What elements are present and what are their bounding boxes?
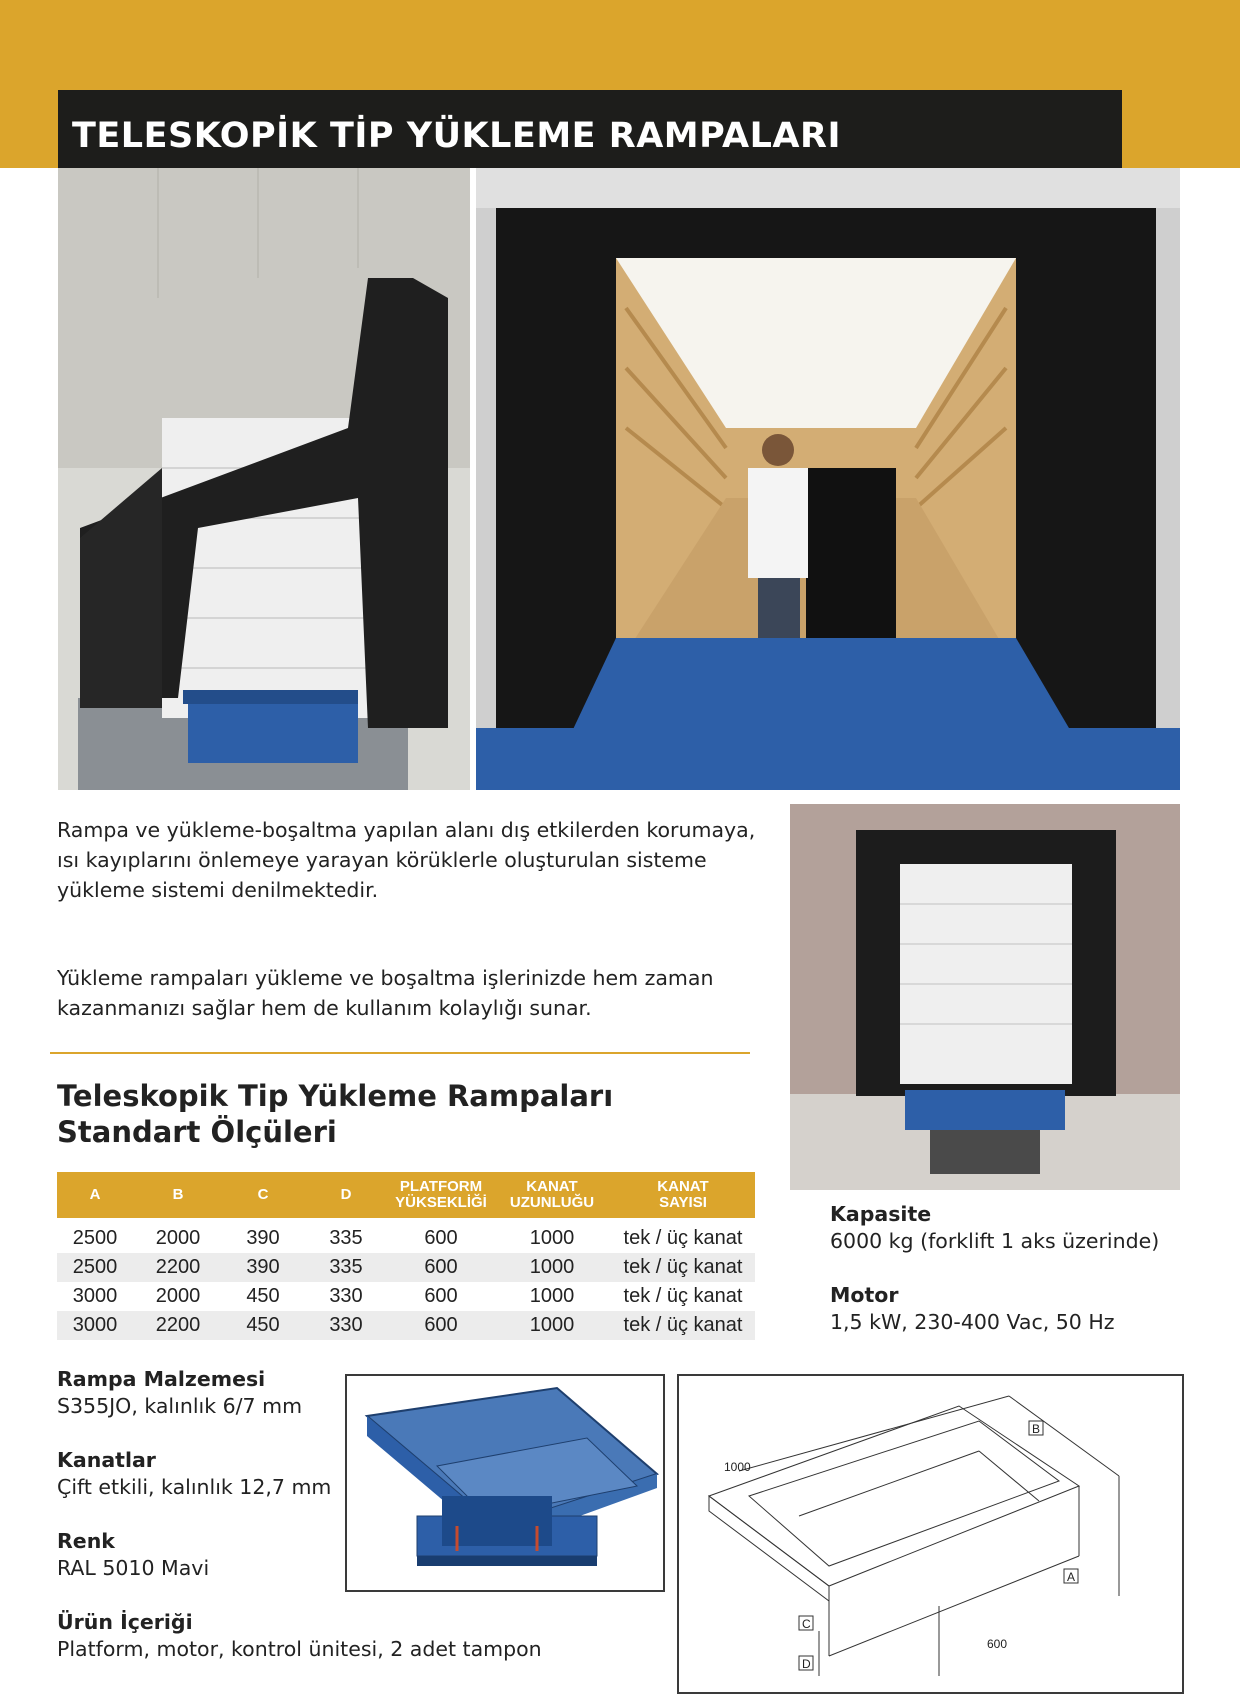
table-cell: 600 [389,1311,493,1340]
table-cell: 600 [389,1253,493,1282]
header-text: C [257,1186,269,1203]
intro-paragraph-1 [57,815,755,905]
ramp-illustration [347,1376,663,1590]
dim-label-b: B [1032,1422,1041,1436]
table-cell: 600 [424,1285,458,1307]
spec-color [57,1528,209,1582]
header-text: B [172,1186,184,1203]
table-row [57,1311,755,1340]
spec-value: Platform, motor, kontrol ünitesi, 2 adet tampon [57,1637,542,1661]
table-cell: tek / üç kanat [611,1253,755,1282]
spec-wings [57,1447,331,1501]
section-title-line: Teleskopik Tip Yükleme Rampaları [57,1079,614,1113]
spec-value: 6000 kg (forklift 1 aks üzerinde) [830,1229,1160,1253]
table-header-row [57,1172,755,1221]
page-title: TELESKOPİK TİP YÜKLEME RAMPALARI [72,116,841,156]
product-image-frame [345,1374,665,1592]
header-text: KANAT [526,1178,578,1195]
table-cell: tek / üç kanat [611,1311,755,1340]
table-cell: 1000 [493,1253,611,1282]
technical-drawing-frame [677,1374,1184,1694]
spec-value: Çift etkili, kalınlık 12,7 mm [57,1475,332,1499]
dimensions-table [57,1172,755,1340]
dim-label-600: 600 [987,1637,1008,1651]
spec-value: RAL 5010 Mavi [57,1556,210,1580]
table-cell: 600 [424,1227,458,1249]
table-cell: 2500 [57,1253,133,1282]
dim-label-a: A [1067,1570,1076,1584]
header-text: UZUNLUĞU [509,1194,595,1211]
spec-label: Kapasite [830,1202,932,1226]
table-cell: 3000 [72,1285,118,1307]
dim-label-c: C [802,1617,811,1631]
spec-contents [57,1609,542,1663]
table-cell: 330 [303,1311,389,1340]
table-cell: 335 [329,1227,363,1249]
table-cell: 2000 [155,1227,201,1249]
section-title [57,1078,613,1150]
header-text: KANAT [657,1178,709,1195]
spec-label: Rampa Malzemesi [57,1367,266,1391]
technical-drawing [679,1376,1182,1692]
intro-line: yükleme sistemi denilmektedir. [57,878,379,902]
spec-label: Ürün İçeriği [57,1610,193,1634]
table-cell: tek / üç kanat [623,1285,743,1307]
dim-label-1000: 1000 [724,1460,751,1474]
table-cell: 450 [246,1285,280,1307]
table-row [57,1253,755,1282]
table-cell: 2000 [155,1285,201,1307]
intro-line: Yükleme rampaları yükleme ve boşaltma işlerinizde hem zaman [57,966,714,990]
table-cell: 2200 [133,1253,223,1282]
divider-line [50,1052,750,1054]
intro-line: Rampa ve yükleme-boşaltma yapılan alanı dış etkilerden korumaya, [57,818,756,842]
table-cell: 1000 [493,1311,611,1340]
header-text: PLATFORM [399,1178,483,1195]
table-cell: 2500 [72,1227,118,1249]
table-cell: 1000 [529,1227,575,1249]
column-header [223,1172,303,1221]
spec-value: S355JO, kalınlık 6/7 mm [57,1394,303,1418]
spec-capacity [830,1201,1159,1255]
table-cell: tek / üç kanat [623,1227,743,1249]
column-header [493,1172,611,1221]
table-cell: 335 [303,1253,389,1282]
table-cell: 330 [329,1285,363,1307]
table-cell: 2200 [133,1311,223,1340]
table-cell: 450 [223,1311,303,1340]
column-header [611,1172,755,1221]
table-cell: 1000 [529,1285,575,1307]
photo-shelter-closed-door [790,804,1180,1190]
spec-label: Renk [57,1529,115,1553]
title-bar [58,90,1122,168]
spec-motor [830,1282,1115,1336]
column-header [303,1172,389,1221]
photo-dock-shelter [58,168,470,790]
table-cell: 3000 [57,1311,133,1340]
intro-line: kazanmanızı sağlar hem de kullanım kolaylığı sunar. [57,996,592,1020]
dim-label-d: D [802,1657,811,1671]
section-title-line: Standart Ölçüleri [57,1115,337,1149]
spec-material [57,1366,302,1420]
header-text: SAYISI [659,1194,707,1211]
intro-line: ısı kayıplarını önlemeye yarayan körüklerle oluşturulan sisteme [57,848,707,872]
spec-label: Motor [830,1283,899,1307]
table-cell: 390 [223,1253,303,1282]
table-row [57,1282,755,1311]
table-row [57,1221,755,1253]
photo-forklift-loading [476,168,1180,790]
header-text: A [89,1186,101,1203]
header-text: YÜKSEKLİĞİ [395,1194,487,1211]
column-header [133,1172,223,1221]
column-header [57,1172,133,1221]
spec-value: 1,5 kW, 230-400 Vac, 50 Hz [830,1310,1115,1334]
spec-label: Kanatlar [57,1448,156,1472]
header-text: D [340,1186,352,1203]
column-header [389,1172,493,1221]
intro-paragraph-2 [57,963,713,1023]
table-cell: 390 [246,1227,280,1249]
